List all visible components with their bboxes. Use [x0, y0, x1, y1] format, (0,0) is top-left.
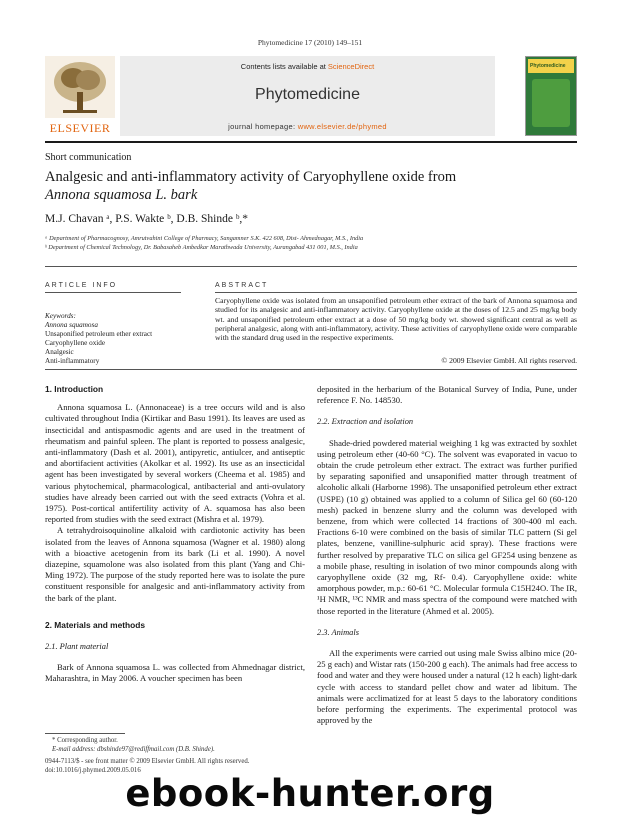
subsection-heading-animals: 2.3. Animals — [317, 627, 359, 637]
section-heading-methods: 2. Materials and methods — [45, 619, 146, 630]
continued-paragraph: deposited in the herbarium of the Botanical Survey of India, Pune, under reference F. No. 148530. — [317, 384, 577, 406]
corresponding-author-note: * Corresponding author. — [52, 737, 118, 744]
affiliation-b: ᵇ Department of Chemical Technology, Dr. Babasaheb Ambedkar Marathwada University, Aurangabad 431 001, M.S., India — [45, 244, 358, 251]
copyright-notice: © 2009 Elsevier GmbH. All rights reserved. — [441, 356, 577, 365]
watermark-text: ebook-hunter.org — [125, 772, 495, 815]
cover-plant-image — [532, 79, 570, 127]
keyword-item: Analgesic — [45, 348, 74, 356]
sciencedirect-link[interactable]: ScienceDirect — [327, 62, 375, 71]
journal-masthead — [45, 56, 577, 136]
masthead-center — [120, 56, 495, 136]
journal-reference: Phytomedicine 17 (2010) 149–151 — [257, 38, 363, 47]
journal-title: Phytomedicine — [255, 86, 360, 103]
journal-homepage — [120, 122, 495, 131]
title-line-2: Annona squamosa L. bark — [45, 187, 198, 203]
section-heading-introduction: 1. Introduction — [45, 384, 104, 394]
article-title — [45, 168, 575, 204]
contents-prefix: Contents lists available at — [240, 62, 326, 71]
right-column — [317, 384, 577, 726]
intro-paragraph-2: A tetrahydroisoquinoline alkaloid with cardiotonic activity has been isolated from the leaves of Annona squamosa (Wagner et al. 1980) along with a bioactive acetogenin from its bark (Li et al. 1990). A novel diazepine, squamolone was also isolated from this plant (Yang and Chi-Ming 1972). The purpose of the study reported here was to isolate the pure constituent responsible for analgesic and anti-inflammatory activity from the bark of the plant. — [45, 525, 305, 603]
abstract-rule — [215, 292, 577, 293]
keyword-item: Anti-inflammatory — [45, 357, 100, 365]
masthead-rule — [45, 141, 577, 143]
keywords-label: Keywords: — [45, 312, 76, 320]
homepage-prefix: journal homepage: — [228, 122, 296, 131]
homepage-link[interactable]: www.elsevier.de/phymed — [297, 122, 387, 131]
header-divider — [45, 266, 577, 267]
abstract-divider — [45, 369, 577, 370]
article-info-heading: ARTICLE INFO — [45, 282, 118, 289]
abstract-text: Caryophyllene oxide was isolated from an unsaponified petroleum ether extract of the bark of Annona squamosa and studied for its analgesic and anti-inflammatory activity. Caryophyllene oxide at the doses of 12.5 and 25 mg/kg body wt. and unsaponified petroleum ether extract at a dose of 50 mg/kg body wt. showed significant central as well as peripheral analgesic, along with anti-inflammatory, activity. These activities of caryophyllene oxide were comparable with the standard drug used in the respective experiments. — [215, 296, 577, 343]
title-line-1: Analgesic and anti-inflammatory activity of Caryophyllene oxide from — [45, 169, 457, 185]
subsection-heading-extraction: 2.2. Extraction and isolation — [317, 417, 414, 427]
doi-line[interactable]: doi:10.1016/j.phymed.2009.05.016 — [45, 767, 141, 774]
plant-material-paragraph: Bark of Annona squamosa L. was collected from Ahmednagar district, Maharashtra, in May 2006. A voucher specimen has been — [45, 662, 305, 684]
left-column — [45, 384, 305, 685]
extraction-paragraph: Shade-dried powdered material weighing 1 kg was extracted by soxhlet using petroleum ether (40-60 °C). The solvent was evaporated in vacuo to obtain the crude petroleum ether extract. The extract was further purified by separating saponified and unsaponified matter through treatment of alcoholic alkali (Harborne 1998). The unsaponified petroleum ether extract (USPE) (10 g) obtained was applied to a column of Silica gel 60 (60-120 mesh) packed in benzene slurry and the column was developed with benzene, from which were collected 14 fractions of 300-400 ml each. Fractions 6-10 were combined on the basis of similar TLC pattern (Si gel plates, benzene, vanilline-sulphuric acid spray). These fractions were further resolved by preparative TLC on silica gel GF254 using benzene as a mobile phase, resulting in isolation of two minor compounds along with caryophyllene oxide (32 mg, Rf- 0.4). Caryophyllene oxide: white amorphous powder, m.p.: 60-61 °C. Molecular formula C15H24O. The IR, ¹H NMR, ¹³C NMR and mass spectra of the compound were matched with those reported in the literature (Ahmed et al. 2005). — [317, 437, 577, 616]
publisher-name: ELSEVIER — [49, 121, 111, 135]
intro-paragraph-1: Annona squamosa L. (Annonaceae) is a tree occurs wild and is also cultivated throughout India (Kirtikar and Basu 1991). Its leaves are used as insecticidal and antispasmodic agents and are used in the treatment of rheumatism and painful spleen. The plant is reported to possess analgesic, anti-inflammatory (Dash et al. 2001), antipyretic, antiulcer, and antiseptic and abortifacient activities (Akolkar et al. 1992). Its use as an insecticidal agent has been investigated by several workers (Cheema et al. 1985) and various phytochemical, pharmacological, antibacterial and anti-ovulatory studies have already been carried out with the seed extracts (Vohra et al. 1975). Post-cortical antifertility activity of A. squamosa has also been reported from studies with the seed extract (Mishra et al. 1979). — [45, 402, 305, 525]
affiliation-a: ᵃ Department of Pharmacognosy, Amrutvahini College of Pharmacy, Sangamner S.K. 422 608, Dist- Ahmednagar, M.S., India — [45, 235, 364, 242]
abstract-heading: ABSTRACT — [215, 282, 269, 289]
elsevier-tree-icon — [45, 56, 115, 118]
author-list: M.J. Chavan ᵃ, P.S. Wakte ᵇ, D.B. Shinde ᵇ,* — [45, 213, 249, 225]
issn-line: 0944-7113/$ - see front matter © 2009 Elsevier GmbH. All rights reserved. — [45, 758, 250, 765]
subsection-heading-plant: 2.1. Plant material — [45, 642, 109, 652]
journal-cover-image — [525, 56, 577, 136]
author-email[interactable]: E-mail address: dbshinde97@rediffmail.com (D.B. Shinde). — [52, 746, 215, 753]
cover-title: Phytomedicine — [528, 59, 574, 73]
keyword-item: Unsaponified petroleum ether extract — [45, 330, 153, 338]
contents-line — [120, 62, 495, 71]
footnote-rule — [45, 733, 125, 734]
keyword-item: Annona squamosa — [45, 321, 98, 329]
animals-paragraph: All the experiments were carried out using male Swiss albino mice (20-25 g each) and Wistar rats (150-200 g each). The animals had free access to food and water and they were housed under a natural (12 h each) light-dark cycle with access to standard pellet chow and water ad libitum. The animals were acclimatized for at least 5 days to the laboratory conditions before performing the experiments. The experimental protocol was approved by the — [317, 648, 577, 726]
article-info-rule — [45, 292, 181, 293]
keyword-item: Caryophyllene oxide — [45, 339, 106, 347]
elsevier-logo — [45, 56, 115, 136]
article-type: Short communication — [45, 152, 132, 163]
